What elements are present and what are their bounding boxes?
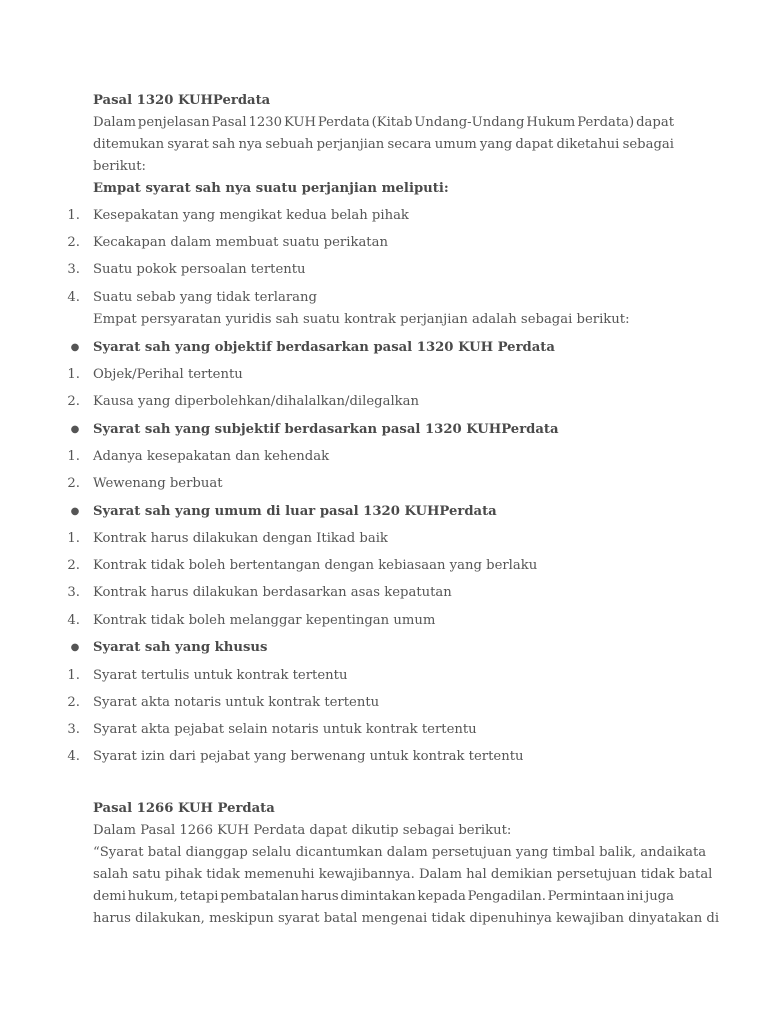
- bullet-item: [0, 337, 768, 359]
- list-item: [0, 364, 768, 386]
- list-number: 4.: [67, 613, 80, 628]
- list-item-text: Kesepakatan yang mengikat kedua belah pihak: [93, 208, 409, 223]
- intro-line-2: ditemukan syarat sah nya sebuah perjanjian secara umum yang dapat diketahui sebagai: [93, 137, 674, 152]
- list-item-text: Suatu sebab yang tidak terlarang: [93, 290, 317, 305]
- list-number: 3.: [67, 585, 80, 600]
- list-item-text: Syarat akta notaris untuk kontrak tertentu: [93, 695, 380, 710]
- subheading: Empat syarat sah nya suatu perjanjian meliputi:: [93, 181, 449, 196]
- section-heading: Pasal 1266 KUH Perdata: [93, 801, 275, 816]
- list-number: 2.: [67, 558, 80, 573]
- list-number: 1.: [67, 449, 80, 464]
- bullet-text: Syarat sah yang khusus: [93, 640, 268, 655]
- bullet-text: Syarat sah yang subjektif berdasarkan pasal 1320 KUHPerdata: [93, 422, 559, 437]
- list-number: 1.: [67, 531, 80, 546]
- list-item: [0, 719, 768, 741]
- list-item-text: Objek/Perihal tertentu: [93, 367, 243, 382]
- list-item-text: Kontrak harus dilakukan berdasarkan asas kepatutan: [93, 585, 452, 600]
- bullet-text: Syarat sah yang umum di luar pasal 1320 KUHPerdata: [93, 504, 497, 519]
- bullet-item: [0, 637, 768, 659]
- list-number: 2.: [67, 235, 80, 250]
- list-number: 2.: [67, 394, 80, 409]
- quote-line-4: harus dilakukan, meskipun syarat batal mengenai tidak dipenuhinya kewajiban dinyatakan di: [93, 911, 720, 926]
- list-number: 4.: [67, 749, 80, 764]
- list-number: 2.: [67, 695, 80, 710]
- bullet-icon: ●: [70, 506, 80, 517]
- list-item: [0, 692, 768, 714]
- list-item-text: Kontrak harus dilakukan dengan Itikad baik: [93, 531, 388, 546]
- list-item-text: Kontrak tidak boleh bertentangan dengan kebiasaan yang berlaku: [93, 558, 538, 573]
- bullet-text: Syarat sah yang objektif berdasarkan pasal 1320 KUH Perdata: [93, 340, 555, 355]
- list-number: 4.: [67, 290, 80, 305]
- list-item: [0, 232, 768, 254]
- section-heading: Pasal 1320 KUHPerdata: [93, 93, 271, 108]
- list-item: [0, 446, 768, 468]
- list-item: [0, 391, 768, 413]
- list-item: [0, 473, 768, 495]
- list-item: [0, 205, 768, 227]
- intro-line-3: berikut:: [93, 159, 146, 174]
- list-number: 1.: [67, 668, 80, 683]
- bullet-item: [0, 419, 768, 441]
- quote-line-3: demi hukum, tetapi pembatalan harus dimintakan kepada Pengadilan. Permintaan ini juga: [93, 889, 674, 904]
- list-number: 1.: [67, 367, 80, 382]
- paragraph: Empat persyaratan yuridis sah suatu kontrak perjanjian adalah sebagai berikut:: [93, 312, 630, 327]
- list-number: 3.: [67, 722, 80, 737]
- list-item-text: Syarat tertulis untuk kontrak tertentu: [93, 668, 348, 683]
- quote-line-2: salah satu pihak tidak memenuhi kewajibannya. Dalam hal demikian persetujuan tidak batal: [93, 867, 713, 882]
- list-number: 2.: [67, 476, 80, 491]
- section-intro: Dalam Pasal 1266 KUH Perdata dapat dikutip sebagai berikut:: [93, 823, 512, 838]
- list-item-text: Adanya kesepakatan dan kehendak: [93, 449, 330, 464]
- list-item: [0, 582, 768, 604]
- list-item: [0, 528, 768, 550]
- list-item-text: Syarat izin dari pejabat yang berwenang untuk kontrak tertentu: [93, 749, 524, 764]
- bullet-item: [0, 501, 768, 523]
- quote-line-1: “Syarat batal dianggap selalu dicantumkan dalam persetujuan yang timbal balik, andaikata: [93, 845, 707, 860]
- bullet-icon: ●: [70, 424, 80, 435]
- list-item-text: Wewenang berbuat: [93, 476, 223, 491]
- bullet-icon: ●: [70, 342, 80, 353]
- list-item: [0, 287, 768, 309]
- list-item: [0, 259, 768, 281]
- list-number: 1.: [67, 208, 80, 223]
- list-item-text: Kausa yang diperbolehkan/dihalalkan/dilegalkan: [93, 394, 420, 409]
- list-item: [0, 610, 768, 632]
- list-number: 3.: [67, 262, 80, 277]
- list-item-text: Kontrak tidak boleh melanggar kepentingan umum: [93, 613, 436, 628]
- intro-line-1: Dalam penjelasan Pasal 1230 KUH Perdata (Kitab Undang-Undang Hukum Perdata) dapat: [93, 115, 674, 130]
- list-item: [0, 746, 768, 768]
- list-item-text: Kecakapan dalam membuat suatu perikatan: [93, 235, 388, 250]
- list-item: [0, 665, 768, 687]
- list-item-text: Suatu pokok persoalan tertentu: [93, 262, 306, 277]
- list-item-text: Syarat akta pejabat selain notaris untuk kontrak tertentu: [93, 722, 477, 737]
- list-item: [0, 555, 768, 577]
- bullet-icon: ●: [70, 642, 80, 653]
